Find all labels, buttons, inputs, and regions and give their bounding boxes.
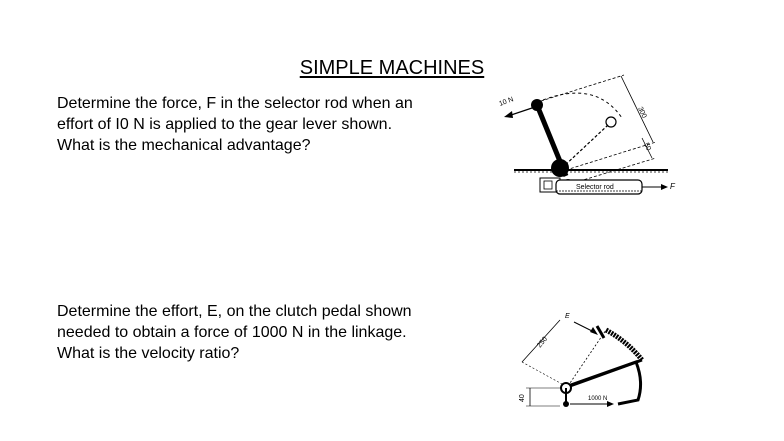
clutch-pedal-diagram (508, 300, 668, 418)
question-1-line-2: effort of I0 N is applied to the gear lever shown. (57, 116, 393, 133)
question-2-line-3: What is the velocity ratio? (57, 345, 240, 362)
title-text: SIMPLE MACHINES (299, 57, 485, 79)
selector-rod-label: Selector rod (576, 184, 614, 191)
effort-label-e: E (565, 313, 570, 320)
long-dimension-label: 300 (636, 105, 648, 120)
question-2-line-2: needed to obtain a force of 1000 N in the linkage. (57, 324, 407, 341)
question-2 (57, 301, 412, 364)
linkage-force-label: 1000 N (588, 396, 608, 402)
question-1 (57, 93, 413, 156)
pivot (551, 159, 569, 177)
pedal-pad (606, 330, 642, 360)
question-1-line-1: Determine the force, F in the selector rod when an (57, 95, 413, 112)
arm-dimension-label: 250 (536, 335, 550, 350)
short-dimension-label: 50 (642, 141, 652, 152)
question-2-line-1: Determine the effort, E, on the clutch pedal shown (57, 303, 412, 320)
short-dimension-label-2: 40 (519, 394, 526, 402)
question-1-line-3: What is the mechanical advantage? (57, 137, 311, 154)
effort-label: 10 N (498, 96, 515, 108)
force-label: F (670, 182, 675, 191)
gear-lever-diagram (496, 70, 686, 220)
